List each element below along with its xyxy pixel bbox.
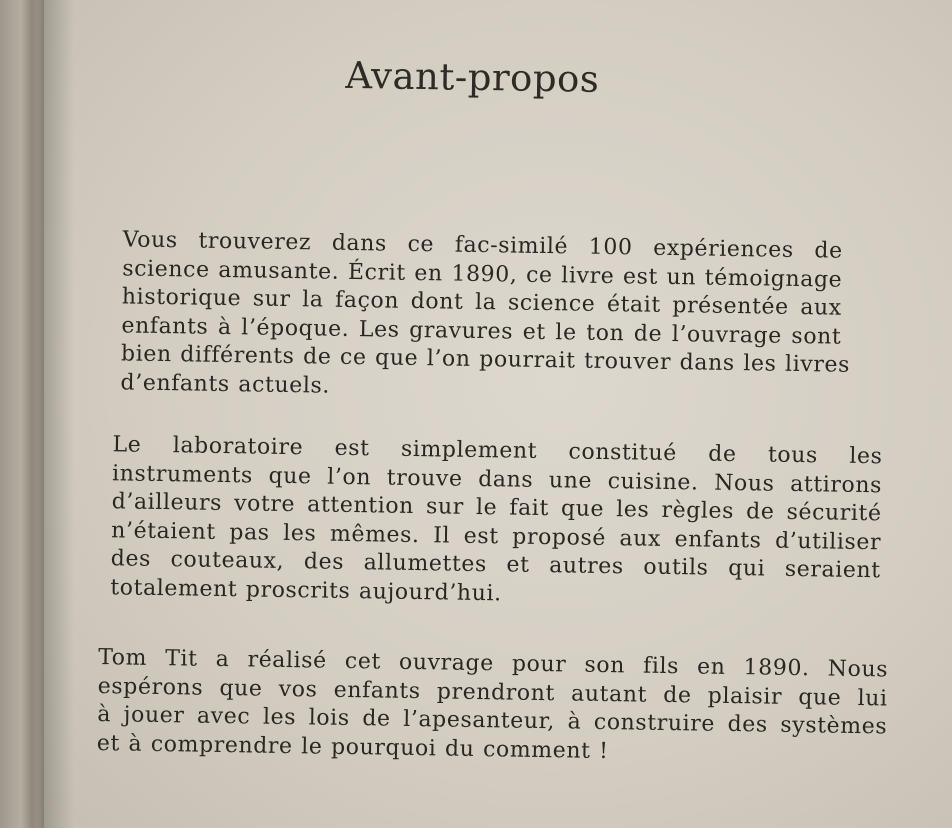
text-line: science amusante. Écrit en 1890, ce livre est un témoignage <box>122 255 843 293</box>
text-line: instruments que l’on trouve dans une cuisine. Nous attirons <box>111 460 883 498</box>
text-line: d’ailleurs votre attention sur le fait que les règles de sécurité <box>111 489 882 527</box>
text-line: Tom Tit a réalisé cet ouvrage pour son fils en 1890. Nous <box>98 645 889 683</box>
text-line: espérons que vos enfants prendront autant de plaisir que lui <box>97 673 888 711</box>
paragraph-laboratory <box>110 431 883 614</box>
text-line: n’étaient pas les mêmes. Il est proposé aux enfants d’utiliser <box>111 517 882 555</box>
text-line: enfants à l’époque. Les gravures et le ton de l’ouvrage sont <box>121 312 842 350</box>
text-line: totalement proscrits aujourd’hui. <box>110 574 502 606</box>
page-title: Avant-propos <box>345 53 600 101</box>
text-line: à jouer avec les lois de l’apesanteur, à construire des systèmes <box>97 702 888 740</box>
text-line: d’enfants actuels. <box>120 369 331 399</box>
text-line: Vous trouverez dans ce fac-similé 100 expériences de <box>122 227 843 264</box>
paragraph-tom-tit <box>97 644 889 770</box>
text-line: bien différents de ce que l’on pourrait trouver dans les livres <box>120 341 851 378</box>
text-line: Le laboratoire est simplement constitué de tous les <box>112 432 883 470</box>
paragraph-intro <box>120 226 851 408</box>
text-line: des couteaux, des allumettes et autres outils qui seraient <box>110 546 881 584</box>
text-line: historique sur la façon dont la science était présentée aux <box>121 284 842 321</box>
text-line: et à comprendre le pourquoi du comment ! <box>96 730 609 764</box>
